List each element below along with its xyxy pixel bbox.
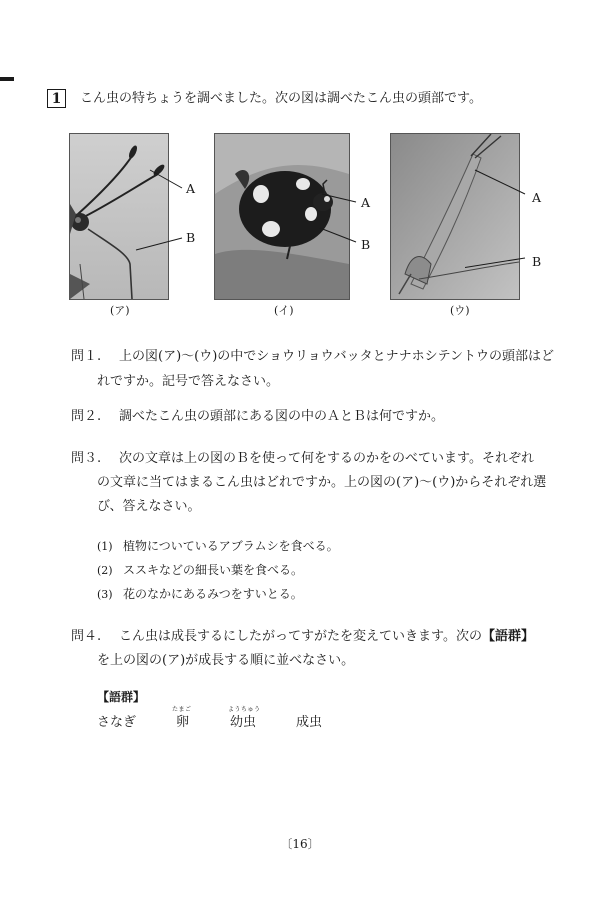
question-4-number: 問４. bbox=[71, 629, 102, 644]
question-2-line1: 調べたこん虫の頭部にある図の中のＡとＢは何ですか。 bbox=[119, 409, 445, 424]
intro-text: こん虫の特ちょうを調べました。次の図は調べたこん虫の頭部です。 bbox=[80, 91, 482, 106]
question-3-number: 問３. bbox=[71, 451, 102, 466]
question-3-item-1 bbox=[97, 537, 339, 554]
question-number: 1 bbox=[47, 89, 66, 108]
question-2-number: 問２. bbox=[71, 409, 102, 424]
figure-c-pointer-lines bbox=[465, 160, 535, 270]
item-1-text: 植物についているアブラムシを食べる。 bbox=[123, 539, 339, 553]
word-youchuu: 幼虫 bbox=[230, 715, 257, 730]
question-1 bbox=[71, 345, 554, 364]
item-1-number: (1) bbox=[97, 540, 113, 553]
figure-c-label-a: A bbox=[532, 190, 542, 205]
question-4-line2: を上の図の(ア)が成長する順に並べなさい。 bbox=[97, 653, 355, 668]
question-1-line1: 上の図(ア)～(ウ)の中でショウリョウバッタとナナホシテントウの頭部はど bbox=[119, 349, 554, 364]
question-2 bbox=[71, 405, 444, 424]
figure-a-label-a: A bbox=[186, 181, 196, 196]
figure-b-caption: (イ) bbox=[274, 304, 294, 317]
item-2-number: (2) bbox=[97, 564, 113, 577]
question-3 bbox=[71, 447, 534, 466]
edge-mark bbox=[0, 77, 14, 81]
question-3-line1: 次の文章は上の図のＢを使って何をするのかをのべています。それぞれ bbox=[119, 451, 534, 466]
item-2-text: ススキなどの細長い葉を食べる。 bbox=[123, 563, 304, 577]
question-4 bbox=[71, 625, 534, 644]
word-tamago: 卵 bbox=[176, 715, 190, 730]
question-4-line1: こん虫は成長するにしたがってすがたを変えていきます。次の bbox=[119, 629, 482, 644]
word-youchuu-ruby: ようちゅう bbox=[228, 706, 261, 713]
figure-b-pointer-lines bbox=[310, 180, 365, 255]
question-3-line2: の文章に当てはまるこん虫はどれですか。上の図の(ア)～(ウ)からそれぞれ選 bbox=[97, 475, 547, 490]
word-group-title: 【語群】 bbox=[97, 690, 146, 704]
question-1-number: 問１. bbox=[71, 349, 102, 364]
figure-c-caption: (ウ) bbox=[450, 304, 470, 317]
figure-a-pointer-lines bbox=[130, 160, 200, 260]
word-sanagi: さなぎ bbox=[97, 715, 137, 730]
figure-c-label-b: B bbox=[532, 254, 542, 269]
question-3-item-3 bbox=[97, 585, 303, 602]
item-3-text: 花のなかにあるみつをすいとる。 bbox=[123, 587, 303, 601]
figure-a-caption: (ア) bbox=[110, 304, 130, 317]
figure-a-label-b: B bbox=[186, 230, 196, 245]
question-1-line2: れですか。記号で答えなさい。 bbox=[97, 374, 280, 389]
question-3-item-2 bbox=[97, 561, 303, 578]
question-4-word-group-ref: 【語群】 bbox=[481, 629, 534, 644]
figure-b-label-b: B bbox=[361, 237, 371, 252]
word-tamago-ruby: たまご bbox=[172, 706, 192, 713]
page-number: 〔16〕 bbox=[280, 837, 320, 851]
item-3-number: (3) bbox=[97, 588, 113, 601]
question-3-line3: び、答えなさい。 bbox=[97, 499, 201, 514]
figure-b-label-a: A bbox=[361, 195, 371, 210]
word-seichuu: 成虫 bbox=[296, 715, 323, 730]
